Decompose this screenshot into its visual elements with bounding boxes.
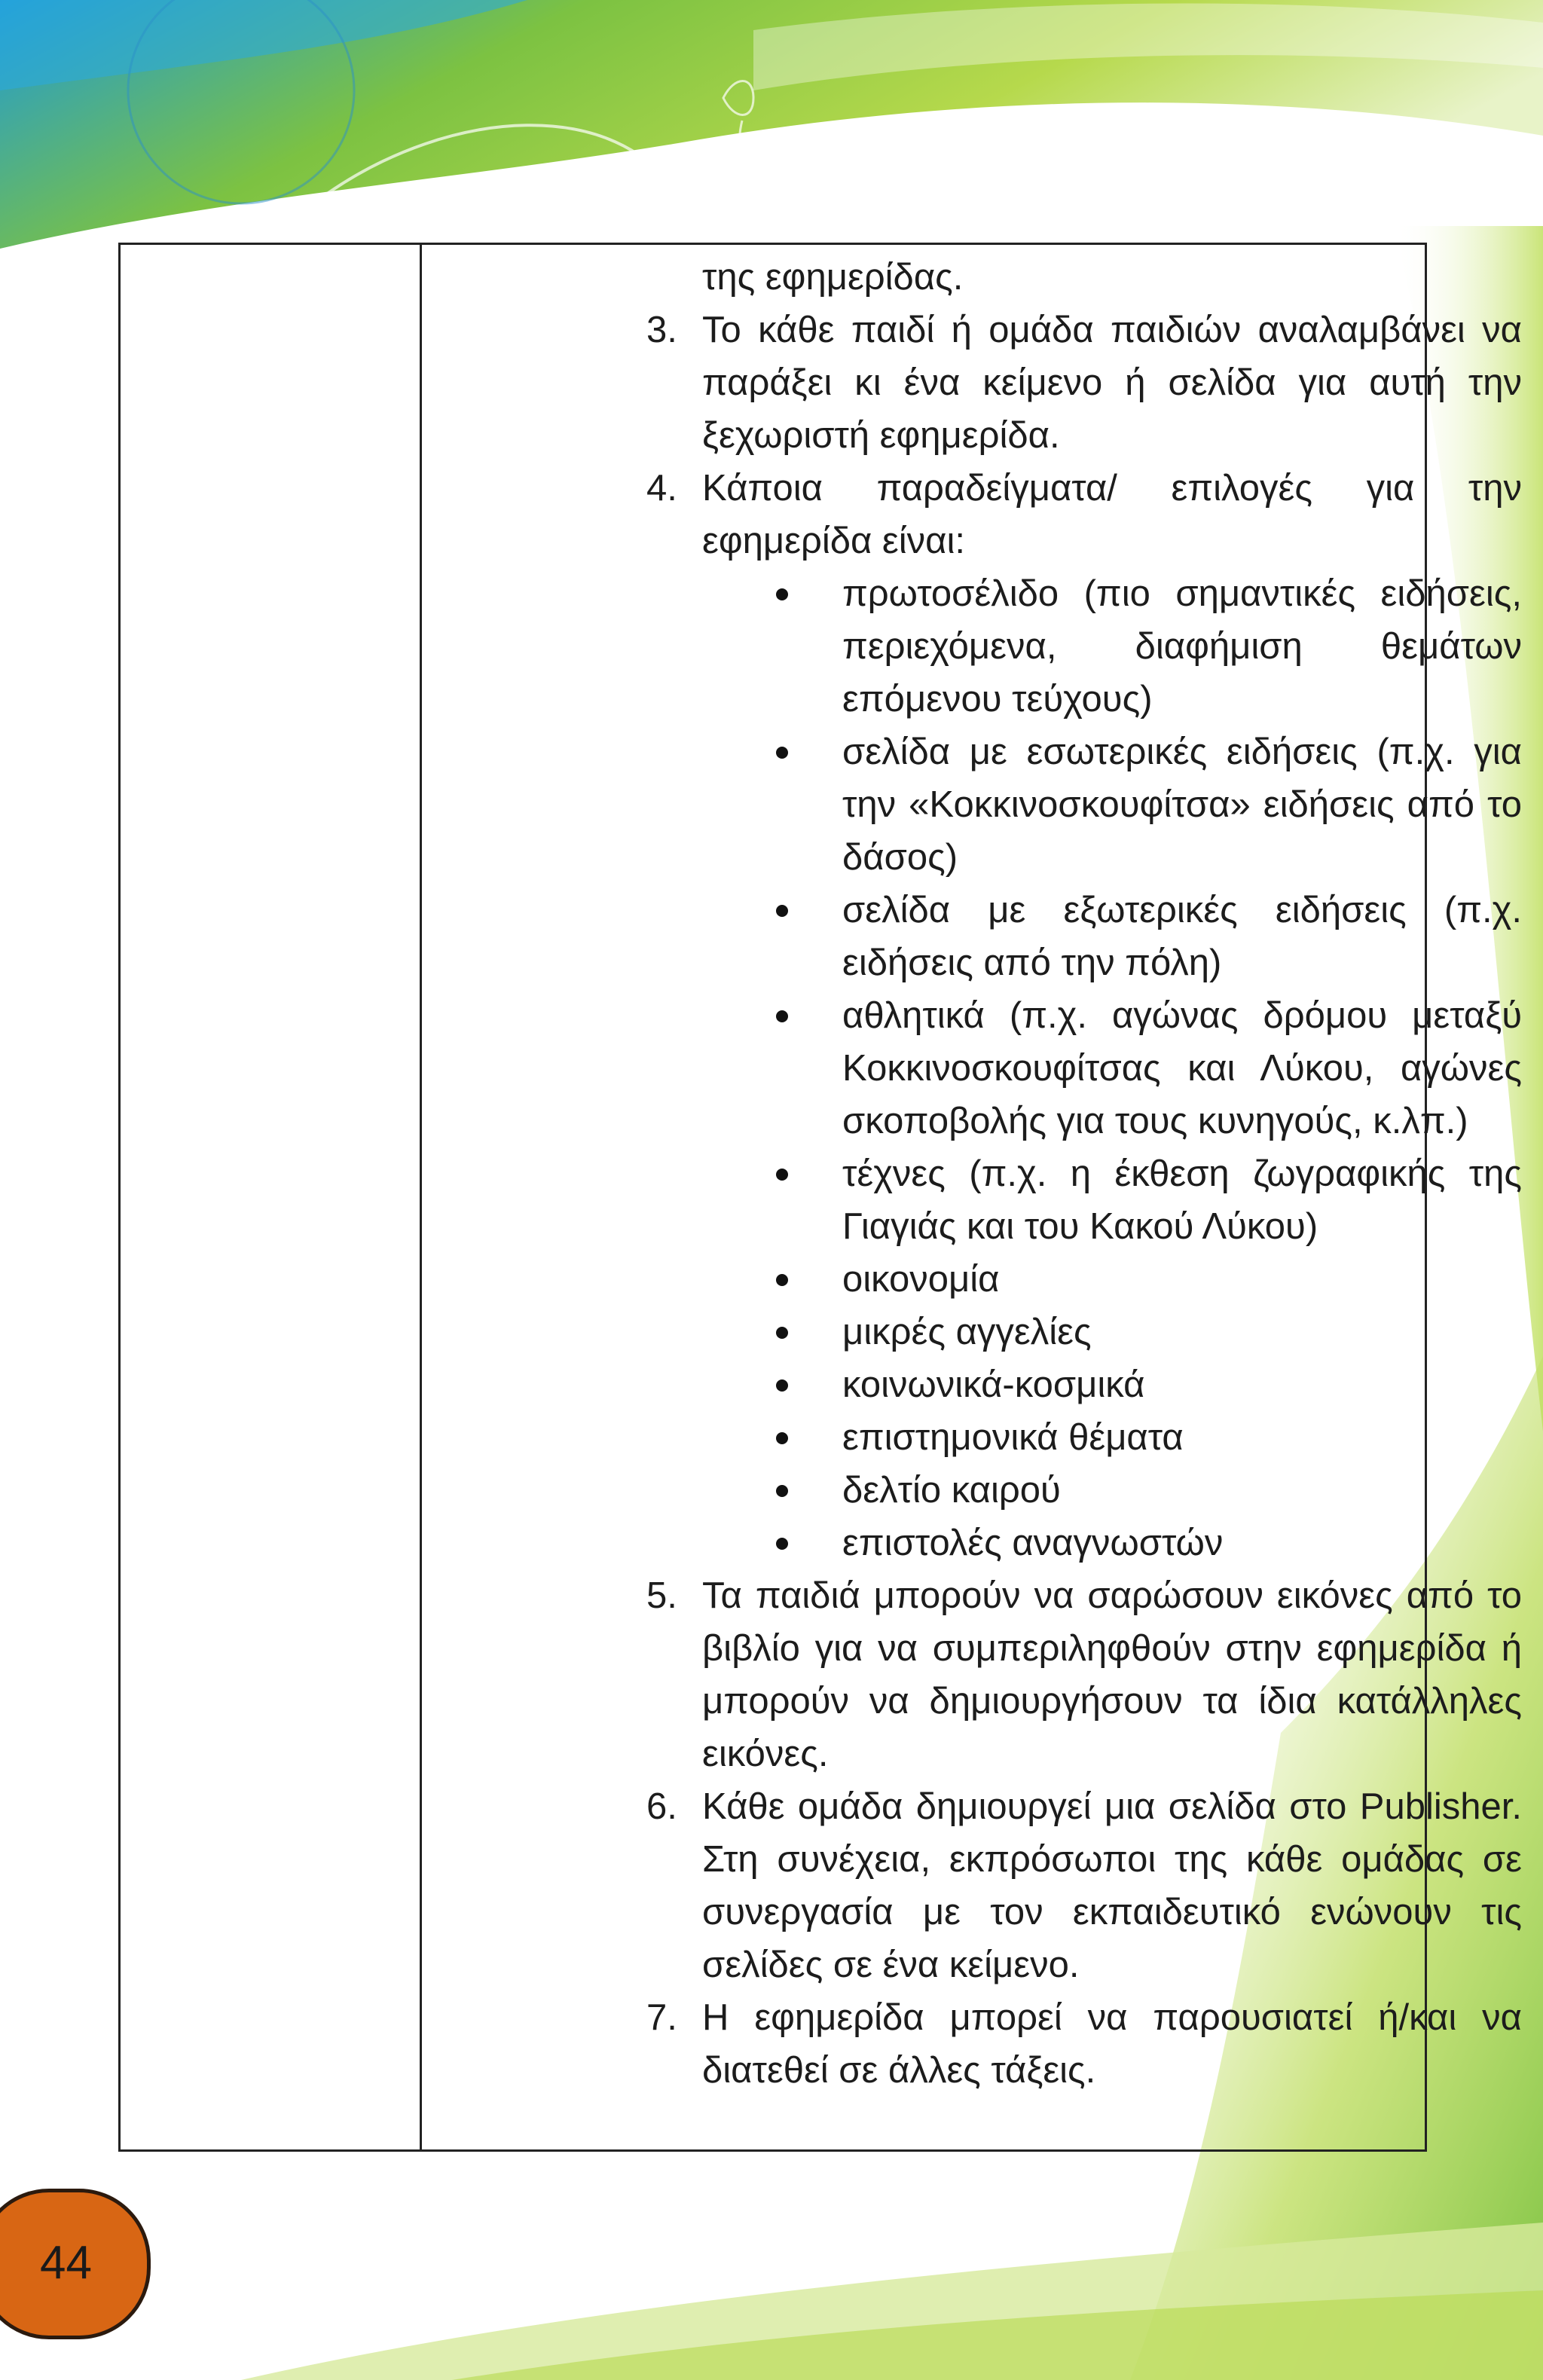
page-number: 44 xyxy=(40,2237,92,2289)
table-content xyxy=(512,251,1522,2097)
bullet-icon xyxy=(776,1010,788,1022)
list-item-text: Κάποια παραδείγματα/ επιλογές για την εφημερίδα είναι: xyxy=(702,468,1522,561)
bullet-icon xyxy=(776,1538,788,1550)
bullet-text: τέχνες (π.χ. η έκθεση ζωγραφικής της Γιαγιάς και του Κακού Λύκου) xyxy=(842,1153,1522,1247)
list-item-text: Κάθε ομάδα δημιουργεί μια σελίδα στο Publisher. Στη συνέχεια, εκπρόσωποι της κάθε ομάδας σε συνεργασία με τον εκπαιδευτικό ενώνουν τις σελίδες σε ένα κείμενο. xyxy=(702,1786,1522,1985)
list-number: 5. xyxy=(646,1575,677,1616)
page-number-badge xyxy=(0,2189,151,2339)
bullet-icon xyxy=(776,747,788,759)
list-item xyxy=(512,1569,1522,1780)
bullet-item xyxy=(512,989,1522,1147)
list-item xyxy=(512,462,1522,567)
bullet-text: πρωτοσέλιδο (πιο σημαντικές ειδήσεις, περιεχόμενα, διαφήμιση θεμάτων επόμενου τεύχους) xyxy=(842,573,1522,719)
list-item xyxy=(512,1780,1522,1991)
bullet-icon xyxy=(776,1327,788,1339)
list-number: 3. xyxy=(646,310,677,350)
bullet-item xyxy=(512,884,1522,989)
bullet-icon xyxy=(776,588,788,600)
bullet-icon xyxy=(776,1485,788,1497)
list-item-text: Τα παιδιά μπορούν να σαρώσουν εικόνες από το βιβλίο για να συμπεριληφθούν στην εφημερίδα ή μπορούν να δημιουργήσουν τα ίδια κατάλληλες εικόνες. xyxy=(702,1575,1522,1774)
bullet-item xyxy=(512,567,1522,726)
bullet-item xyxy=(512,1517,1522,1569)
list-item xyxy=(512,1991,1522,2097)
bullet-text: επιστολές αναγνωστών xyxy=(842,1523,1224,1563)
activity-table xyxy=(118,243,1522,2152)
bullet-item xyxy=(512,1147,1522,1253)
bullet-text: δελτίο καιρού xyxy=(842,1470,1061,1511)
bullet-text: κοινωνικά-κοσμικά xyxy=(842,1364,1145,1405)
list-item-text: Το κάθε παιδί ή ομάδα παιδιών αναλαμβάνει να παράξει κι ένα κείμενο ή σελίδα για αυτή την ξεχωριστή εφημερίδα. xyxy=(702,310,1522,456)
list-number: 4. xyxy=(646,468,677,509)
bullet-text: σελίδα με εξωτερικές ειδήσεις (π.χ. ειδήσεις από την πόλη) xyxy=(842,890,1522,983)
bullet-text: αθλητικά (π.χ. αγώνας δρόμου μεταξύ Κοκκινοσκουφίτσας και Λύκου, αγώνες σκοποβολής για τους κυνηγούς, κ.λπ.) xyxy=(842,995,1522,1141)
continuation-text: της εφημερίδας. xyxy=(702,257,964,298)
bullet-icon xyxy=(776,1379,788,1392)
bullet-icon xyxy=(776,1169,788,1181)
list-item-text: Η εφημερίδα μπορεί να παρουσιατεί ή/και να διατεθεί σε άλλες τάξεις. xyxy=(702,1997,1522,2091)
bullet-item xyxy=(512,1306,1522,1358)
column-divider xyxy=(420,245,422,2149)
bullet-text: σελίδα με εσωτερικές ειδήσεις (π.χ. για την «Κοκκινοσκουφίτσα» ειδήσεις από το δάσος) xyxy=(842,732,1522,878)
list-number: 7. xyxy=(646,1997,677,2038)
bullet-icon xyxy=(776,905,788,917)
bullet-item xyxy=(512,1358,1522,1411)
list-number: 6. xyxy=(646,1786,677,1827)
bullet-item xyxy=(512,1253,1522,1306)
bullet-item xyxy=(512,1464,1522,1517)
bullet-text: οικονομία xyxy=(842,1259,1000,1300)
bullet-icon xyxy=(776,1274,788,1286)
list-item xyxy=(512,304,1522,462)
bullet-text: επιστημονικά θέματα xyxy=(842,1417,1184,1458)
bullet-item xyxy=(512,1411,1522,1464)
bullet-item xyxy=(512,726,1522,884)
bullet-text: μικρές αγγελίες xyxy=(842,1312,1092,1352)
bullet-icon xyxy=(776,1432,788,1444)
